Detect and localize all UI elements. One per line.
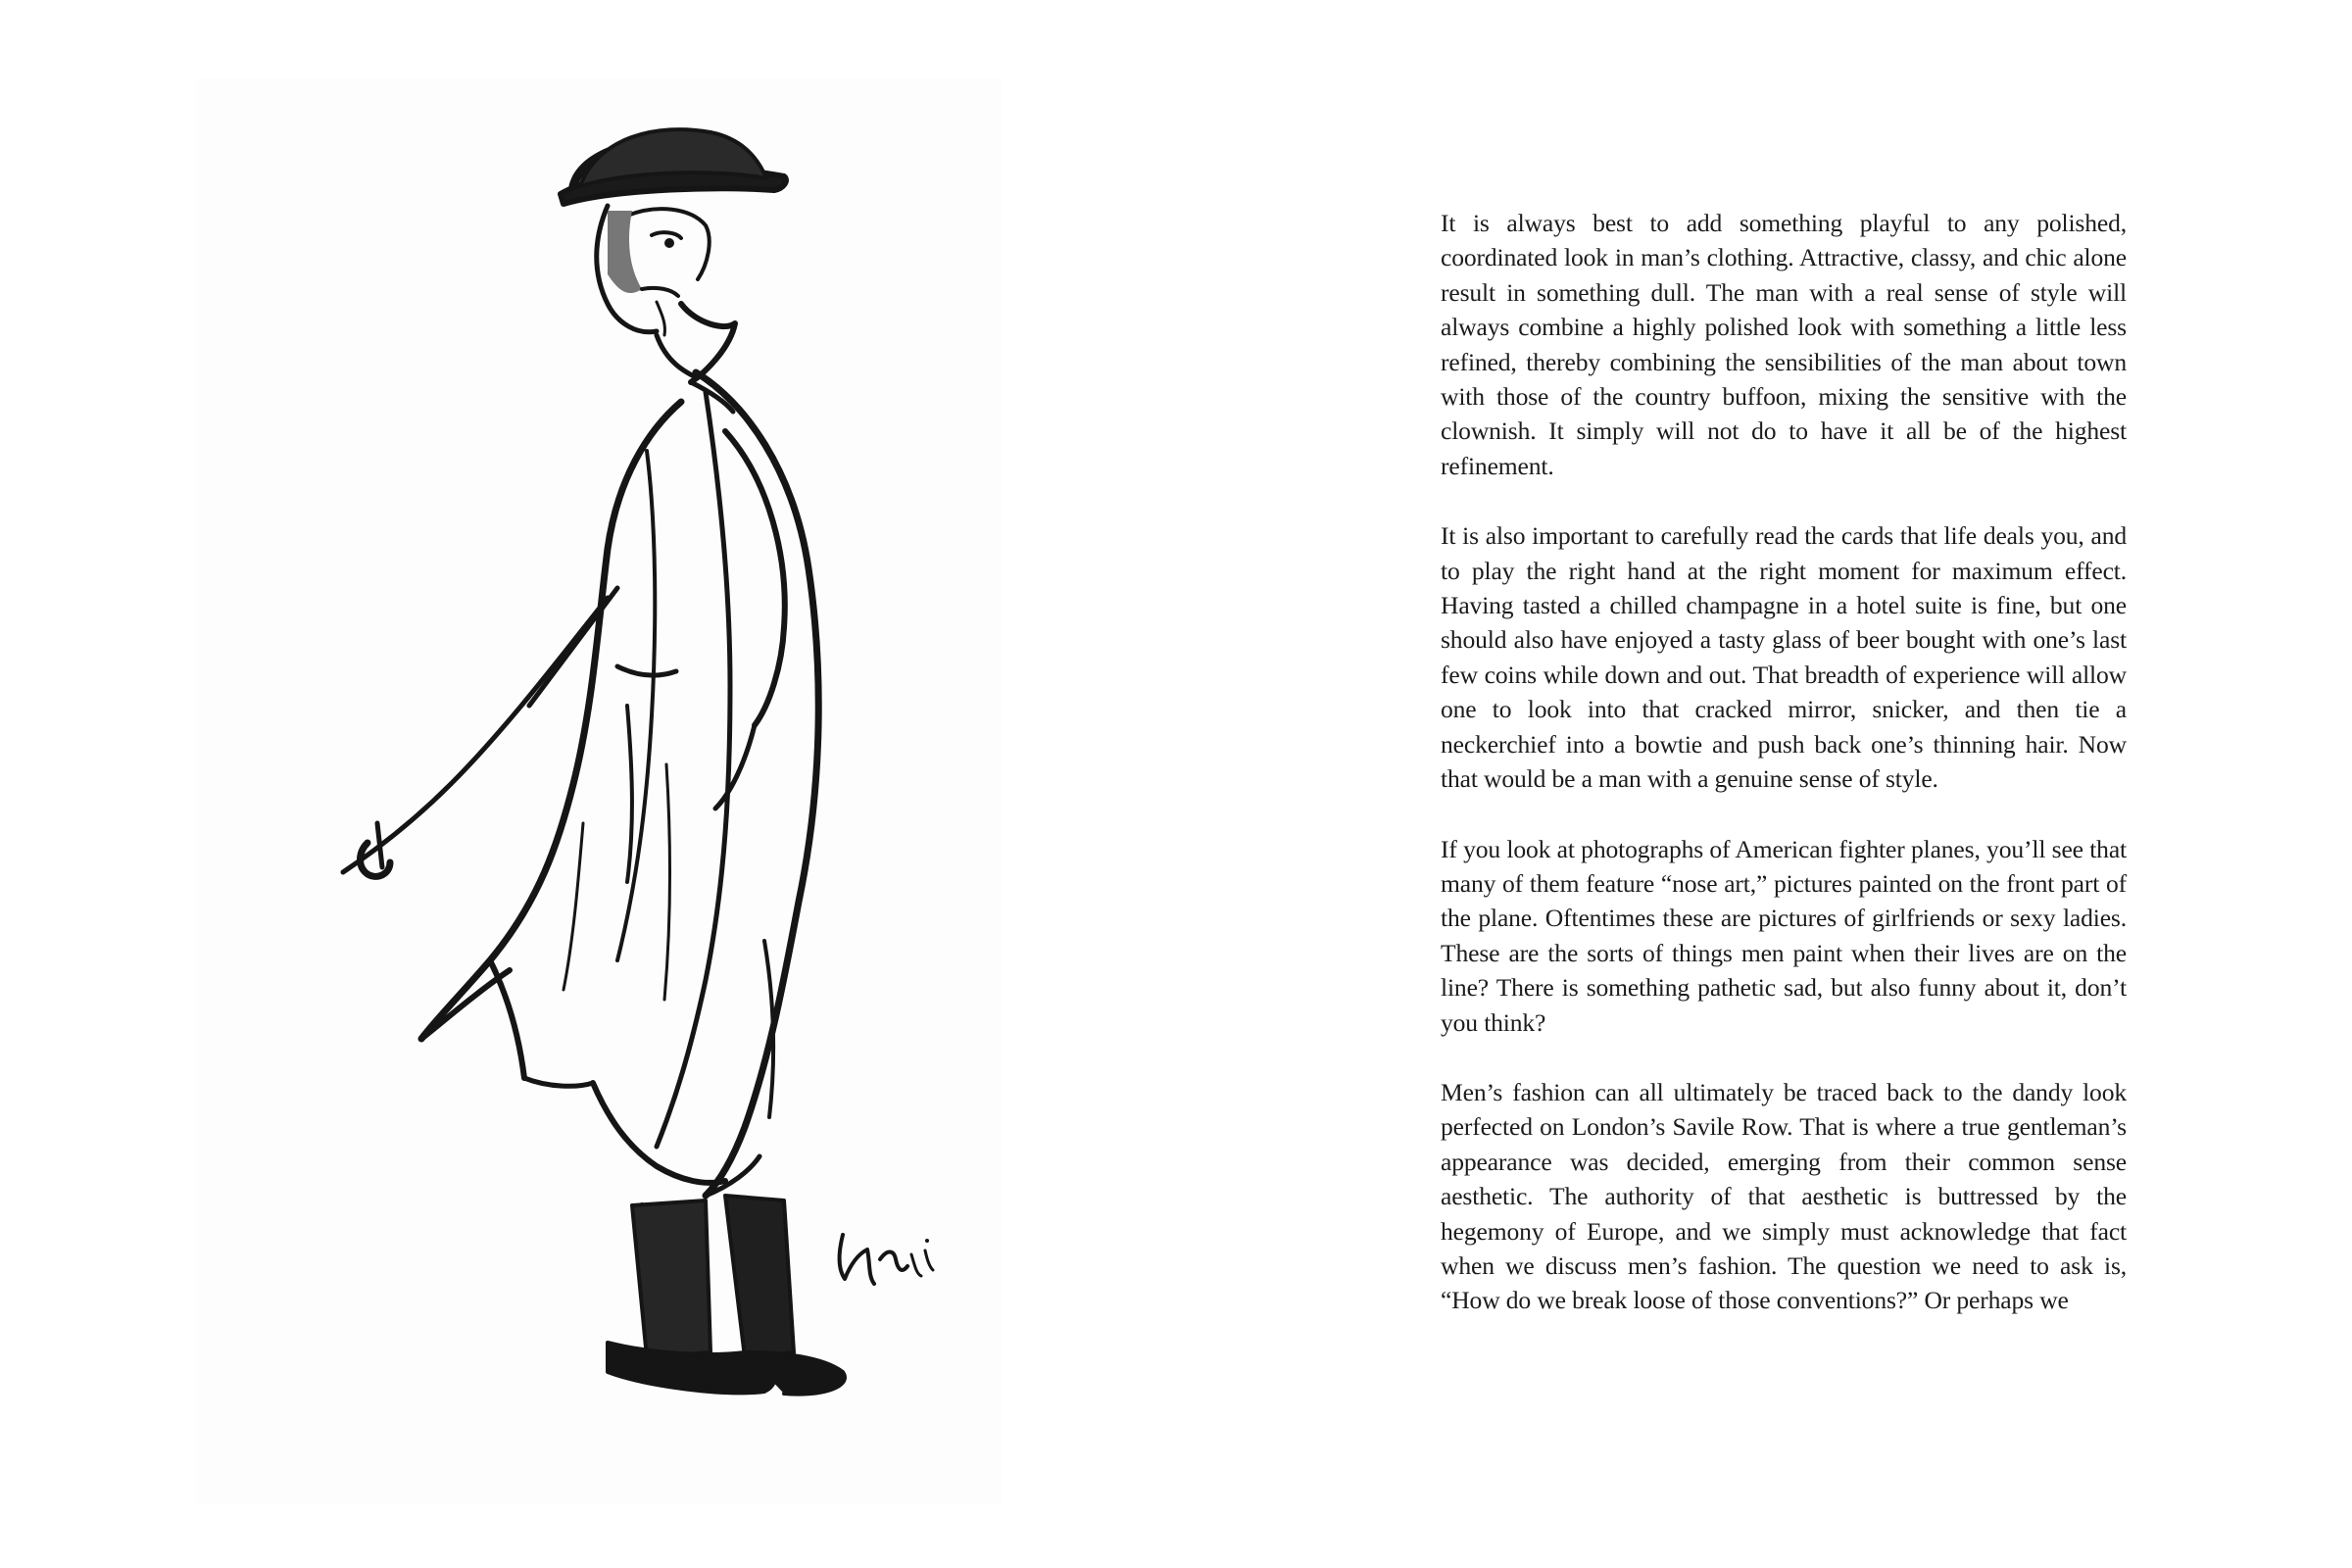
shoes-shape	[608, 1196, 845, 1395]
paragraph-savile-row: Men’s fashion can all ultimately be traced back to the dandy look perfected on London’s Savile Row. That is where a true gentleman’s appearance was decided, emerging from their common sense aesthetic. The authority of that aesthetic is buttressed by the hegemony of Europe, and we simply must acknowledge that fact when we discuss men’s fashion. The question we need to ask is, “How do we break loose of those conventions?” Or perhaps we	[1441, 1077, 2127, 1315]
paragraph-playful-look: It is always best to add something playful to any polished, coordinated look in man’s clothing. Attractive, classy, and chic alone result in something dull. The man with a real sense of style will always combine a highly polished look with something a little less refined, thereby combining the sensibilities of the man about town with those of the country buffoon, mixing the sensitive with the clownish. It simply will not do to have it all be of the highest refinement.	[1441, 209, 2127, 480]
paragraph-nose-art: If you look at photographs of American fighter planes, you’ll see that many of them feature “nose art,” pictures painted on the front part of the plane. Oftentimes these are pictures of girlfriends or sexy ladies. These are the sorts of things men paint when their lives are on the line? There is something pathetic sad, but also funny about it, don’t you think?	[1441, 834, 2127, 1037]
article-text-page	[1441, 206, 2127, 1353]
man-in-overcoat-illustration	[196, 78, 1002, 1504]
artist-signature	[839, 1235, 933, 1284]
hat-shape	[561, 129, 786, 204]
illustration-page	[196, 78, 1002, 1504]
paragraph-cards-life-deals: It is also important to carefully read the cards that life deals you, and to play the right hand at the right moment for maximum effect. Having tasted a chilled champagne in a hotel suite is fine, but one should also have enjoyed a tasty glass of beer bought with one’s last few coins while down and out. That breadth of experience will allow one to look into that cracked mirror, snicker, and then tie a neckerchief into a bowtie and push back one’s thinning hair. Now that would be a man with a genuine sense of style.	[1441, 521, 2127, 794]
cane-shape	[343, 588, 617, 876]
overcoat-shape	[421, 372, 818, 1196]
